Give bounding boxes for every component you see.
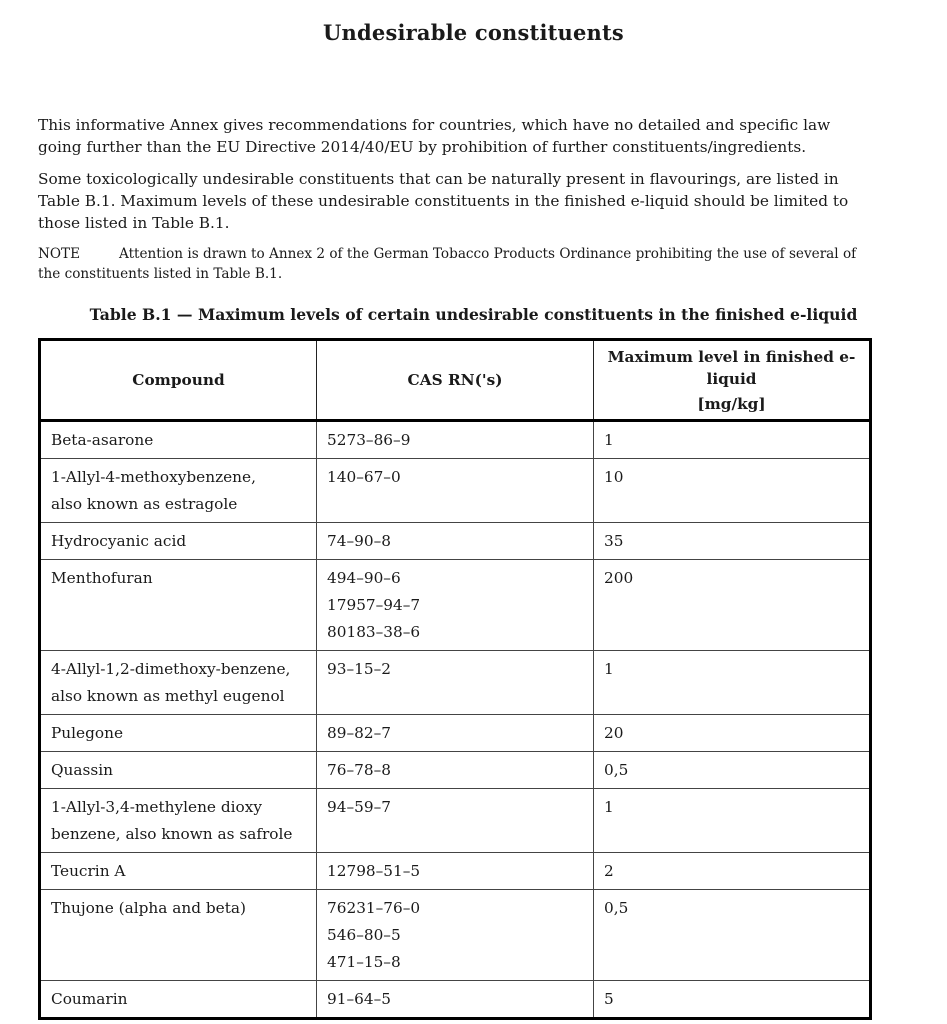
cell-max-level: 0,5 <box>594 890 871 981</box>
cell-cas <box>317 981 594 1019</box>
table-row <box>40 715 871 752</box>
compound-name-line: 1-Allyl-4-methoxybenzene, <box>51 468 256 486</box>
compound-name-line: 4-Allyl-1,2-dimethoxy-benzene, <box>51 660 291 678</box>
cell-max-level: 200 <box>594 560 871 651</box>
cell-max-level: 20 <box>594 715 871 752</box>
cell-cas <box>317 715 594 752</box>
table-body <box>40 421 871 1019</box>
cas-number: 494–90–6 <box>327 569 401 587</box>
cell-cas <box>317 752 594 789</box>
compound-name-line: benzene, also known as safrole <box>51 825 293 843</box>
cell-compound <box>40 981 317 1019</box>
constituents-table <box>38 338 872 1020</box>
cell-max-level: 1 <box>594 651 871 715</box>
compound-name-line: Quassin <box>51 761 113 779</box>
table-row <box>40 523 871 560</box>
note-text: Attention is drawn to Annex 2 of the German Tobacco Products Ordinance prohibiting the use of several of the constituents listed in Table B.1. <box>38 246 857 282</box>
intro-paragraph: This informative Annex gives recommendations for countries, which have no detailed and specific law going further than the EU Directive 2014/40/EU by prohibition of further constituents/ingredients. <box>38 116 831 156</box>
cas-number: 89–82–7 <box>327 724 391 742</box>
compound-name-line: Hydrocyanic acid <box>51 532 187 550</box>
cas-number: 74–90–8 <box>327 532 391 550</box>
table-row <box>40 651 871 715</box>
cas-number: 471–15–8 <box>327 953 401 971</box>
cell-max-level: 35 <box>594 523 871 560</box>
cell-compound <box>40 715 317 752</box>
note <box>38 244 873 284</box>
table-header-row <box>40 340 871 421</box>
table-row <box>40 890 871 981</box>
cell-compound <box>40 560 317 651</box>
cell-cas <box>317 890 594 981</box>
cell-compound <box>40 421 317 459</box>
cell-compound <box>40 853 317 890</box>
cell-max-level: 1 <box>594 789 871 853</box>
cell-max-level: 1 <box>594 421 871 459</box>
compound-name-line: Beta-asarone <box>51 431 154 449</box>
cell-compound <box>40 752 317 789</box>
compound-name-line: Coumarin <box>51 990 128 1008</box>
cas-number: 94–59–7 <box>327 798 391 816</box>
note-label: NOTE <box>38 246 81 262</box>
cas-number: 546–80–5 <box>327 926 401 944</box>
compound-name-line: Menthofuran <box>51 569 153 587</box>
cas-number: 12798–51–5 <box>327 862 421 880</box>
cell-cas <box>317 421 594 459</box>
cell-compound <box>40 890 317 981</box>
cell-max-level: 10 <box>594 459 871 523</box>
header-max-level <box>594 340 871 421</box>
cell-compound <box>40 459 317 523</box>
table-row <box>40 560 871 651</box>
table-row <box>40 459 871 523</box>
cas-number: 140–67–0 <box>327 468 401 486</box>
table-row <box>40 421 871 459</box>
cell-cas <box>317 459 594 523</box>
header-unit: [mg/kg] <box>697 394 766 413</box>
cell-cas <box>317 651 594 715</box>
table-row <box>40 789 871 853</box>
cell-cas <box>317 560 594 651</box>
cell-max-level: 2 <box>594 853 871 890</box>
cas-number: 80183–38–6 <box>327 623 421 641</box>
cas-number: 93–15–2 <box>327 660 391 678</box>
cell-cas <box>317 789 594 853</box>
cell-cas <box>317 523 594 560</box>
compound-name-line: also known as estragole <box>51 495 238 513</box>
cell-cas <box>317 853 594 890</box>
cell-max-level: 0,5 <box>594 752 871 789</box>
table-row <box>40 981 871 1019</box>
cell-compound <box>40 651 317 715</box>
compound-name-line: Thujone (alpha and beta) <box>51 899 246 917</box>
header-compound: Compound <box>40 340 317 421</box>
header-cas: CAS RN('s) <box>317 340 594 421</box>
compound-name-line: Teucrin A <box>51 862 126 880</box>
cell-max-level: 5 <box>594 981 871 1019</box>
cas-number: 76–78–8 <box>327 761 391 779</box>
constituents-paragraph: Some toxicologically undesirable constituents that can be naturally present in flavourings, are listed in Table B.1. Maximum levels of these undesirable constituents in the finished e-liquid should be limited to those listed in Table B.1. <box>38 170 849 232</box>
header-max-level-label: Maximum level in finished e-liquid <box>607 347 856 388</box>
cas-number: 91–64–5 <box>327 990 391 1008</box>
cas-number: 17957–94–7 <box>327 596 421 614</box>
table-row <box>40 853 871 890</box>
table-row <box>40 752 871 789</box>
compound-name-line: also known as methyl eugenol <box>51 687 285 705</box>
cell-compound <box>40 523 317 560</box>
cell-compound <box>40 789 317 853</box>
compound-name-line: Pulegone <box>51 724 123 742</box>
cas-number: 5273–86–9 <box>327 431 411 449</box>
compound-name-line: 1-Allyl-3,4-methylene dioxy <box>51 798 263 816</box>
cas-number: 76231–76–0 <box>327 899 421 917</box>
table-caption: Table B.1 — Maximum levels of certain undesirable constituents in the finished e-liquid <box>89 305 858 324</box>
page-title: Undesirable constituents <box>323 20 624 45</box>
